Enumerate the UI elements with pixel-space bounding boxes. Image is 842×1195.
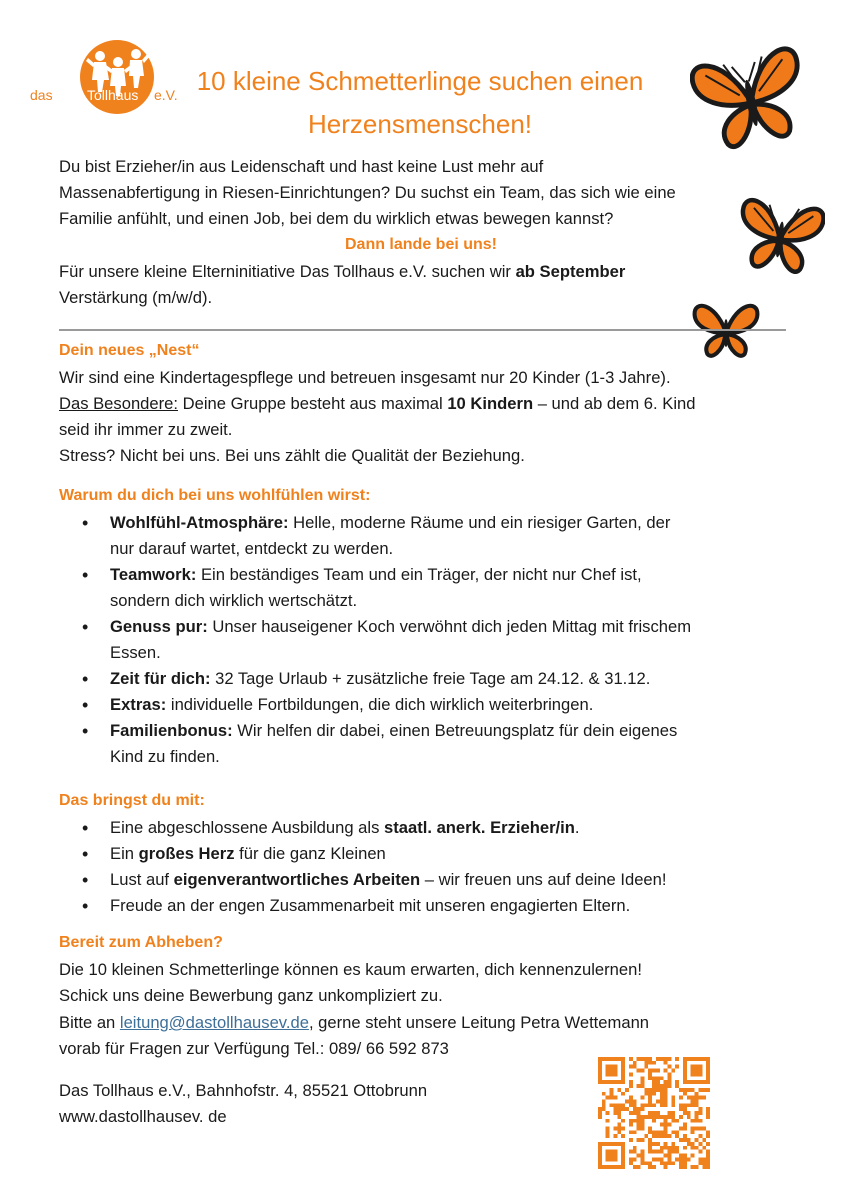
- nest-line-2: [59, 391, 695, 417]
- apply-heading: Bereit zum Abheben?: [59, 934, 223, 951]
- title-line-1: 10 kleine Schmetterlinge suchen einen: [196, 66, 644, 96]
- apply-line-4: vorab für Fragen zur Verfügung Tel.: 089/ 66 592 873: [59, 1039, 449, 1058]
- benefit-text: Helle, moderne Räume und ein riesiger Garten, der: [288, 513, 671, 532]
- benefits-list: [80, 510, 691, 770]
- logo-das: das: [30, 87, 53, 103]
- intro-start-date: ab September: [515, 262, 626, 281]
- list-item: [80, 815, 667, 841]
- req-text-end: – wir freuen uns auf deine Ideen!: [420, 870, 667, 889]
- title-line-2: Herzensmenschen!: [308, 109, 532, 139]
- footer-address: Das Tollhaus e.V., Bahnhofstr. 4, 85521 Ottobrunn: [59, 1081, 428, 1100]
- list-item: [80, 510, 691, 562]
- list-item: [80, 692, 691, 718]
- butterfly-large-icon: [690, 42, 812, 160]
- email-link[interactable]: leitung@dastollhausev.de: [119, 1013, 309, 1032]
- logo-name: Tollhaus: [87, 87, 139, 103]
- nest-line-2-mid: Deine Gruppe besteht aus maximal: [178, 394, 448, 413]
- qr-code-icon[interactable]: [598, 1057, 710, 1169]
- list-item: [80, 867, 667, 893]
- requirements-heading: Das bringst du mit:: [59, 792, 205, 809]
- nest-line-4: Stress? Nicht bei uns. Bei uns zählt die Qualität der Beziehung.: [59, 446, 525, 465]
- apply-line-2: Schick uns deine Bewerbung ganz unkompliziert zu.: [59, 986, 443, 1005]
- nest-special-label: Das Besondere:: [59, 394, 178, 413]
- requirements-list: [80, 815, 667, 919]
- nest-heading: Dein neues „Nest“: [59, 342, 200, 359]
- apply-line-3-pre: Bitte an: [59, 1013, 120, 1032]
- intro-line-1: Du bist Erzieher/in aus Leidenschaft und hast keine Lust mehr auf: [59, 157, 544, 176]
- benefit-text-cont: nur darauf wartet, entdeckt zu werden.: [110, 539, 394, 558]
- nest-line-2-end: – und ab dem 6. Kind: [533, 394, 696, 413]
- benefit-title: Zeit für dich:: [110, 669, 211, 688]
- benefit-title: Teamwork:: [110, 565, 197, 584]
- list-item: [80, 666, 691, 692]
- list-item: [80, 614, 691, 666]
- req-text-end: .: [574, 818, 580, 837]
- logo: [30, 38, 178, 118]
- req-bold: staatl. anerk. Erzieher/in: [384, 818, 575, 837]
- benefit-text-cont: Essen.: [110, 643, 161, 662]
- benefit-text: individuelle Fortbildungen, die dich wirklich weiterbringen.: [166, 695, 594, 714]
- benefit-text: 32 Tage Urlaub + zusätzliche freie Tage am 24.12. & 31.12.: [210, 669, 651, 688]
- benefit-text-cont: Kind zu finden.: [110, 747, 220, 766]
- nest-line-1: Wir sind eine Kindertagespflege und betreuen insgesamt nur 20 Kinder (1-3 Jahre).: [59, 368, 671, 387]
- benefit-text: Unser hauseigener Koch verwöhnt dich jeden Mittag mit frischem: [207, 617, 692, 636]
- intro-line-2: Massenabfertigung in Riesen-Einrichtungen? Du suchst ein Team, das sich wie eine: [59, 183, 676, 202]
- intro-line-4-text: Für unsere kleine Elterninitiative Das Tollhaus e.V. suchen wir: [59, 262, 516, 281]
- req-text: Eine abgeschlossene Ausbildung als: [110, 818, 384, 837]
- logo-ev: e.V.: [154, 87, 178, 103]
- req-text: Freude an der engen Zusammenarbeit mit unseren engagierten Eltern.: [110, 896, 631, 915]
- list-item: [80, 841, 667, 867]
- nest-line-3: seid ihr immer zu zweit.: [59, 420, 233, 439]
- benefit-title: Wohlfühl-Atmosphäre:: [110, 513, 289, 532]
- benefits-heading: Warum du dich bei uns wohlfühlen wirst:: [59, 487, 371, 504]
- page-title: [150, 60, 690, 146]
- benefit-text: Wir helfen dir dabei, einen Betreuungsplatz für dein eigenes: [232, 721, 678, 740]
- req-text: Lust auf: [110, 870, 174, 889]
- benefit-title: Genuss pur:: [110, 617, 208, 636]
- intro-line-5: Verstärkung (m/w/d).: [59, 288, 213, 307]
- apply-line-3: [59, 1010, 649, 1036]
- req-text-end: für die ganz Kleinen: [234, 844, 386, 863]
- benefit-text-cont: sondern dich wirklich wertschätzt.: [110, 591, 358, 610]
- intro-line-3: Familie anfühlt, und einen Job, bei dem du wirklich etwas bewegen kannst?: [59, 209, 614, 228]
- list-item: [80, 893, 667, 919]
- req-bold: großes Herz: [138, 844, 235, 863]
- apply-line-1: Die 10 kleinen Schmetterlinge können es kaum erwarten, dich kennenzulernen!: [59, 960, 642, 979]
- nest-group-size: 10 Kindern: [447, 394, 534, 413]
- benefit-text: Ein beständiges Team und ein Träger, der nicht nur Chef ist,: [196, 565, 642, 584]
- intro-line-4: [59, 259, 625, 285]
- req-text: Ein: [110, 844, 139, 863]
- benefit-title: Extras:: [110, 695, 167, 714]
- apply-line-3-post: , gerne steht unsere Leitung Petra Wettemann: [308, 1013, 650, 1032]
- intro-cta: Dann lande bei uns!: [344, 236, 497, 253]
- divider: [59, 329, 786, 331]
- req-bold: eigenverantwortliches Arbeiten: [173, 870, 421, 889]
- list-item: [80, 562, 691, 614]
- list-item: [80, 718, 691, 770]
- footer-website[interactable]: www.dastollhausev. de: [59, 1107, 227, 1126]
- benefit-title: Familienbonus:: [110, 721, 233, 740]
